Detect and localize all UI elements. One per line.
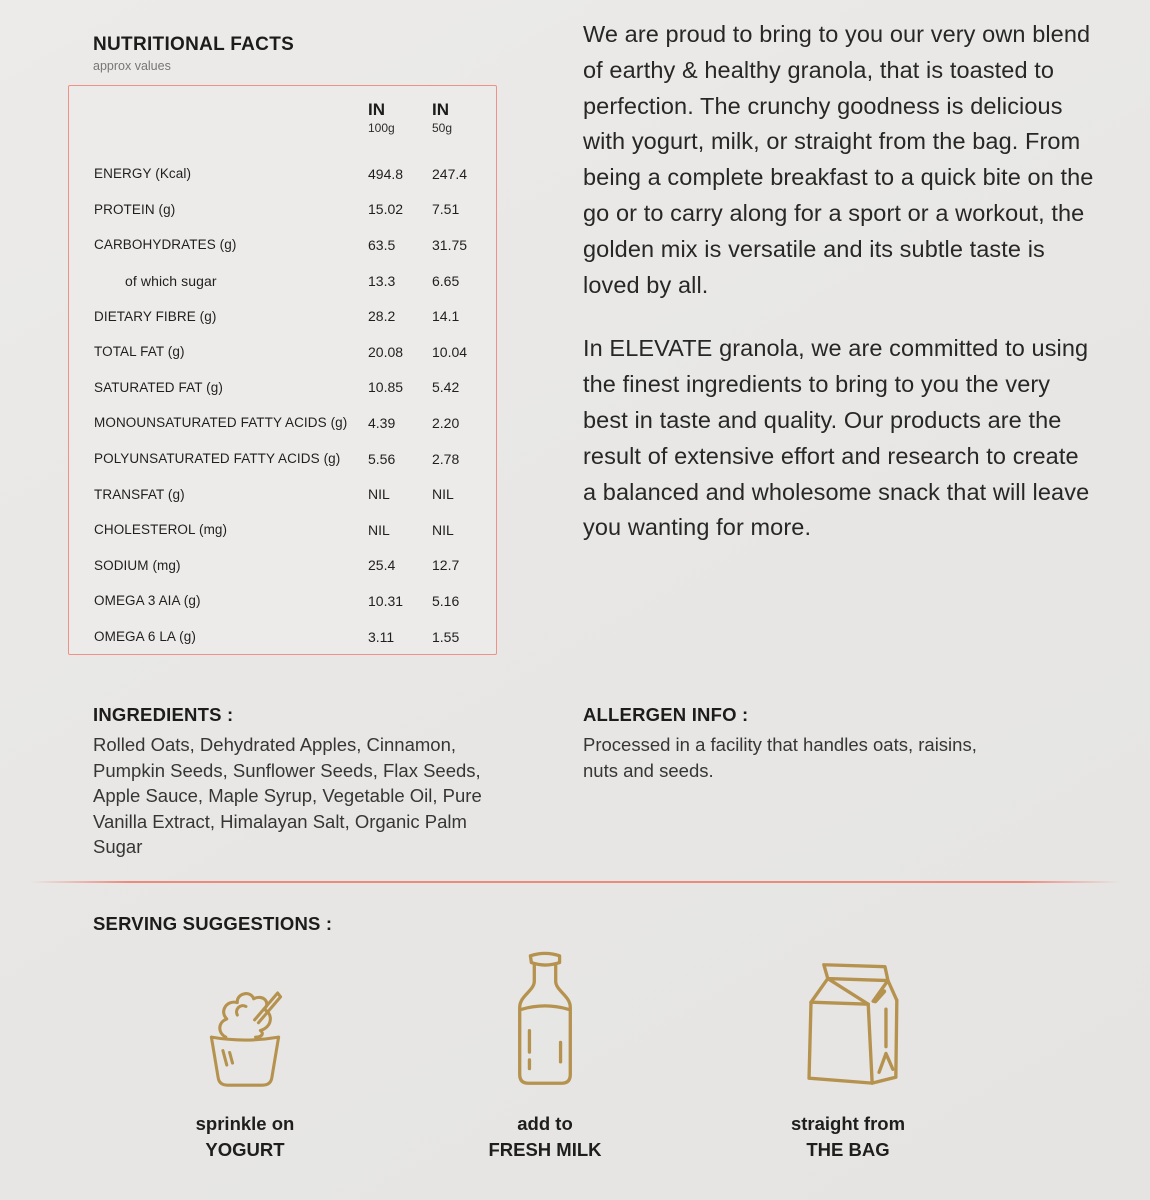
nutrient-label: OMEGA 6 LA (g) xyxy=(94,629,196,645)
serving-suggestions-section xyxy=(93,913,332,935)
nutrition-row xyxy=(94,476,490,512)
value-100g: 20.08 xyxy=(368,343,404,360)
value-50g: 10.04 xyxy=(432,343,468,360)
serving-line-2: FRESH MILK xyxy=(488,1138,602,1160)
allergen-text: Processed in a facility that handles oats, raisins, nuts and seeds. xyxy=(583,734,977,781)
value-50g: 14.1 xyxy=(432,308,460,325)
column-header-100g xyxy=(368,100,432,135)
serving-suggestions-heading: SERVING SUGGESTIONS : xyxy=(93,913,333,934)
serving-label-fresh-milk xyxy=(488,1111,601,1162)
in-label-100g: IN xyxy=(368,100,385,119)
serving-item-fresh-milk xyxy=(455,940,635,1162)
nutrient-label: SODIUM (mg) xyxy=(94,557,181,573)
value-50g: NIL xyxy=(432,521,454,538)
nutrient-label: DIETARY FIBRE (g) xyxy=(94,308,217,324)
nutrient-label: POLYUNSATURATED FATTY ACIDS (g) xyxy=(94,451,341,467)
nutrition-row xyxy=(94,227,490,263)
ingredients-section xyxy=(93,704,508,860)
nutrition-row xyxy=(94,334,490,370)
carton-bag-icon xyxy=(791,947,905,1091)
unit-label-50g: 50g xyxy=(432,121,453,135)
value-50g: 5.16 xyxy=(432,592,460,609)
serving-line-1: add to xyxy=(517,1113,573,1134)
column-header-50g xyxy=(432,100,490,135)
nutrient-label: TOTAL FAT (g) xyxy=(94,344,185,360)
section-divider xyxy=(30,881,1120,883)
nutrient-label: CHOLESTEROL (mg) xyxy=(94,522,228,538)
description-paragraph-2: In ELEVATE granola, we are committed to using the finest ingredients to bring to you the very best in taste and quality. Our products are the result of extensive effort and research to create a balanced and wholesome snack that will leave you wanting for more. xyxy=(583,335,1090,541)
serving-line-1: straight from xyxy=(790,1113,906,1134)
value-100g: 3.11 xyxy=(368,628,395,645)
nutrition-row xyxy=(94,441,490,477)
value-50g: 5.42 xyxy=(432,379,460,396)
ingredients-list: Rolled Oats, Dehydrated Apples, Cinnamon, Pumpkin Seeds, Sunflower Seeds, Flax Seeds, Apple Sauce, Maple Syrup, Vegetable Oil, Pure Vanilla Extract, Himalayan Salt, Organic Palm Sugar xyxy=(93,734,482,857)
nutrient-label: TRANSFAT (g) xyxy=(94,486,185,502)
value-50g: 247.4 xyxy=(432,165,468,182)
serving-label-yogurt xyxy=(196,1111,295,1162)
allergen-section xyxy=(583,704,1013,783)
nutrition-row xyxy=(94,192,490,228)
value-100g: 25.4 xyxy=(368,557,396,574)
nutrition-row xyxy=(94,619,490,655)
in-label-50g: IN xyxy=(432,100,449,119)
value-50g: 2.20 xyxy=(432,414,460,431)
nutrition-table-header xyxy=(94,100,490,156)
value-50g: NIL xyxy=(432,486,454,503)
nutrient-label: SATURATED FAT (g) xyxy=(94,379,223,395)
nutrition-table xyxy=(68,85,497,655)
nutrition-row xyxy=(94,298,490,334)
serving-line-2: YOGURT xyxy=(205,1138,285,1160)
nutrient-label: PROTEIN (g) xyxy=(94,201,176,217)
yogurt-cup-icon xyxy=(197,991,293,1091)
nutrition-rows xyxy=(94,156,490,654)
serving-label-the-bag xyxy=(791,1111,905,1162)
approx-values-note: approx values xyxy=(93,59,171,73)
value-100g: 15.02 xyxy=(368,201,404,218)
serving-line-1: sprinkle on xyxy=(195,1113,295,1134)
value-100g: NIL xyxy=(368,521,390,538)
value-50g: 31.75 xyxy=(432,236,468,253)
milk-bottle-icon xyxy=(506,949,584,1091)
serving-item-the-bag xyxy=(752,940,944,1162)
nutrition-row xyxy=(94,263,490,299)
nutrient-label: of which sugar xyxy=(125,272,217,289)
allergen-heading: ALLERGEN INFO : xyxy=(583,704,749,725)
nutrition-facts-title: NUTRITIONAL FACTS xyxy=(93,34,295,55)
brand-description xyxy=(583,17,1095,574)
nutrient-label: CARBOHYDRATES (g) xyxy=(94,237,237,253)
value-100g: 4.39 xyxy=(368,414,396,431)
nutrition-row xyxy=(94,156,490,192)
value-50g: 6.65 xyxy=(432,272,460,289)
value-100g: 63.5 xyxy=(368,236,396,253)
nutrition-row xyxy=(94,370,490,406)
unit-label-100g: 100g xyxy=(368,121,395,135)
nutrient-label: MONOUNSATURATED FATTY ACIDS (g) xyxy=(94,415,348,431)
value-100g: NIL xyxy=(368,486,390,503)
value-100g: 13.3 xyxy=(368,272,396,289)
nutrition-row xyxy=(94,405,490,441)
ingredients-heading: INGREDIENTS : xyxy=(93,704,234,725)
nutrition-facts-header xyxy=(93,34,294,73)
nutrient-label: OMEGA 3 AIA (g) xyxy=(94,593,201,609)
nutrition-row xyxy=(94,512,490,548)
value-100g: 494.8 xyxy=(368,165,404,182)
serving-item-yogurt xyxy=(155,940,335,1162)
value-50g: 7.51 xyxy=(432,201,460,218)
value-100g: 10.31 xyxy=(368,592,404,609)
value-100g: 10.85 xyxy=(368,379,404,396)
nutrition-row xyxy=(94,548,490,584)
value-100g: 28.2 xyxy=(368,308,396,325)
nutrition-row xyxy=(94,583,490,619)
nutrient-label: ENERGY (Kcal) xyxy=(94,166,192,182)
description-paragraph-1: We are proud to bring to you our very own blend of earthy & healthy granola, that is toasted to perfection. The crunchy goodness is delicious with yogurt, milk, or straight from the bag. From being a complete breakfast to a quick bite on the go or to carry along for a sport or a workout, the golden mix is versatile and its subtle taste is loved by all. xyxy=(583,21,1094,298)
value-50g: 1.55 xyxy=(432,628,460,645)
value-100g: 5.56 xyxy=(368,450,396,467)
value-50g: 12.7 xyxy=(432,557,460,574)
value-50g: 2.78 xyxy=(432,450,460,467)
serving-line-2: THE BAG xyxy=(806,1138,890,1160)
